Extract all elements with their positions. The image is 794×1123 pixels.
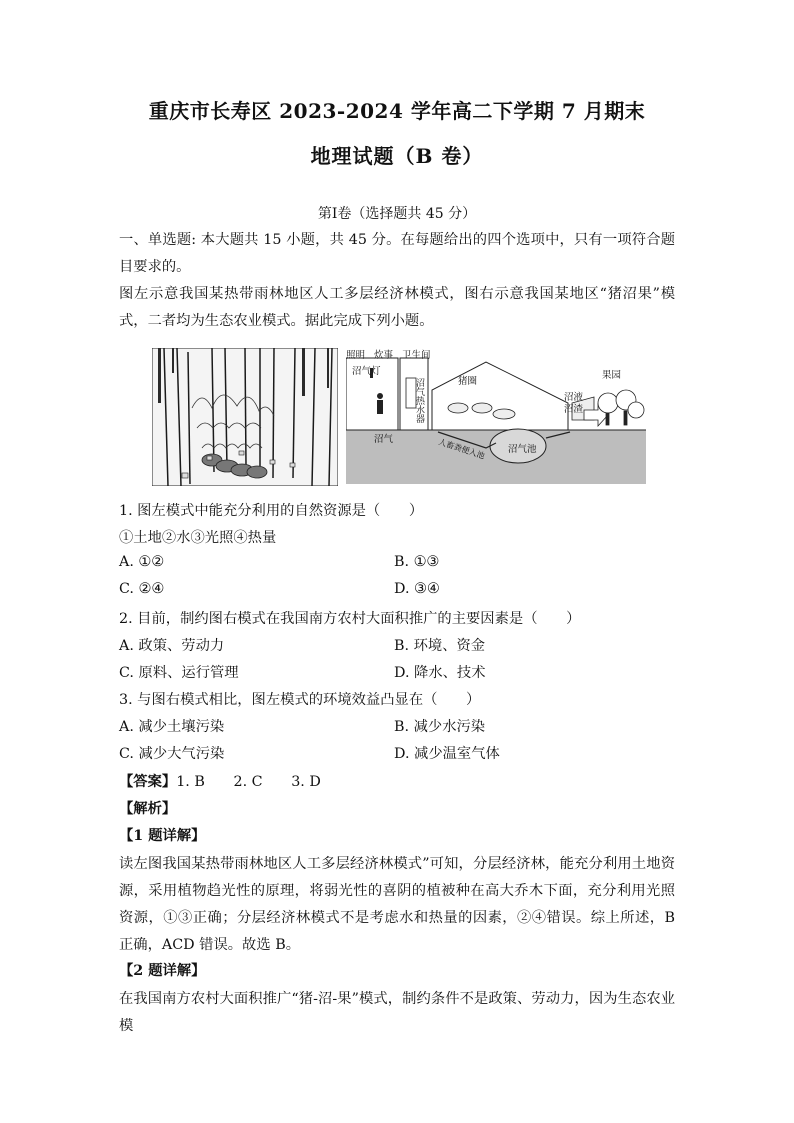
question-3-option-c: C. 减少大气污染 [119,746,225,762]
question-3-stem: 3. 与图右模式相比，图左模式的环境效益凸显在（ ） [119,692,481,708]
question-2-option-b: B. 环境、资金 [394,638,486,654]
label-manure-inlet: 人畜粪便入池 [437,437,486,461]
answer-label: 【答案】 [119,774,177,790]
question-1-choices: ①土地②水③光照④热量 [119,530,277,546]
instructions-paragraph: 一、单选题: 本大题共 15 小题，共 45 分。在每题给出的四个选项中，只有一项符合题目要求的。 [119,232,675,275]
question-1-option-c: C. ②④ [119,581,165,597]
q1-analysis-text: 读左图我国某热带雨林地区人工多层经济林模式”可知，分层经济林，能充分利用土地资源，采用植物趋光性的原理，将弱光性的喜阴的植被种在高大乔木下面，充分利用光照资源，①③正确；分层经济林模式不是考虑水和热量的因素，②④错误。综上所述，B 正确，ACD 错误。故选 B。 [119,856,675,953]
answer-line [119,771,321,791]
label-pigsty: 猪圈 [458,377,478,387]
question-1-stem: 1. 图左模式中能充分利用的自然资源是（ ） [119,503,424,519]
question-2-stem: 2. 目前，制约图右模式在我国南方农村大面积推广的主要因素是（ ） [119,611,581,627]
label-slurry: 沼液 [564,393,584,403]
label-toilet: 卫生间 [402,351,431,361]
pig-biogas-orchard-figure [346,348,646,484]
question-1-option-a: A. ①② [119,554,165,570]
analysis-label: 【解析】 [119,801,177,817]
section-heading: 第Ⅰ卷（选择题共 45 分） [317,206,477,222]
label-water-heater: 沼气热水器 [415,378,425,423]
label-residue: 沼渣 [564,405,584,415]
label-lighting: 照明 [346,351,366,361]
answer-text: 1. B 2. C 3. D [176,774,321,790]
question-stem-paragraph: 图左示意我国某热带雨林地区人工多层经济林模式，图右示意我国某地区“猪沼果”模式，二者均为生态农业模式。据此完成下列小题。 [119,286,675,329]
q2-analysis-text: 在我国南方农村大面积推广“猪-沼-果”模式，制约条件不是政策、劳动力，因为生态农业模 [119,991,675,1034]
question-1-option-b: B. ①③ [394,554,440,570]
document-subtitle: 地理试题（B 卷） [310,144,484,168]
q1-analysis-label: 【1 题详解】 [119,828,206,844]
rainforest-plantation-figure [152,348,338,486]
question-3-option-b: B. 减少水污染 [394,719,486,735]
document-title: 重庆市长寿区 2023-2024 学年高二下学期 7 月期末 [148,99,646,123]
question-3-option-a: A. 减少土壤污染 [119,719,225,735]
label-biogas: 沼气 [374,435,394,445]
q2-analysis-label: 【2 题详解】 [119,963,206,979]
label-biogas-tank: 沼气池 [508,445,537,455]
question-2-option-c: C. 原料、运行管理 [119,665,239,681]
question-3-option-d: D. 减少温室气体 [394,746,500,762]
question-1-option-d: D. ③④ [394,581,440,597]
question-2-option-a: A. 政策、劳动力 [119,638,225,654]
label-cooking: 炊事 [374,351,394,361]
label-biogas-lamp: 沼气灯 [352,367,381,377]
label-orchard: 果园 [602,371,622,381]
question-2-option-d: D. 降水、技术 [394,665,486,681]
